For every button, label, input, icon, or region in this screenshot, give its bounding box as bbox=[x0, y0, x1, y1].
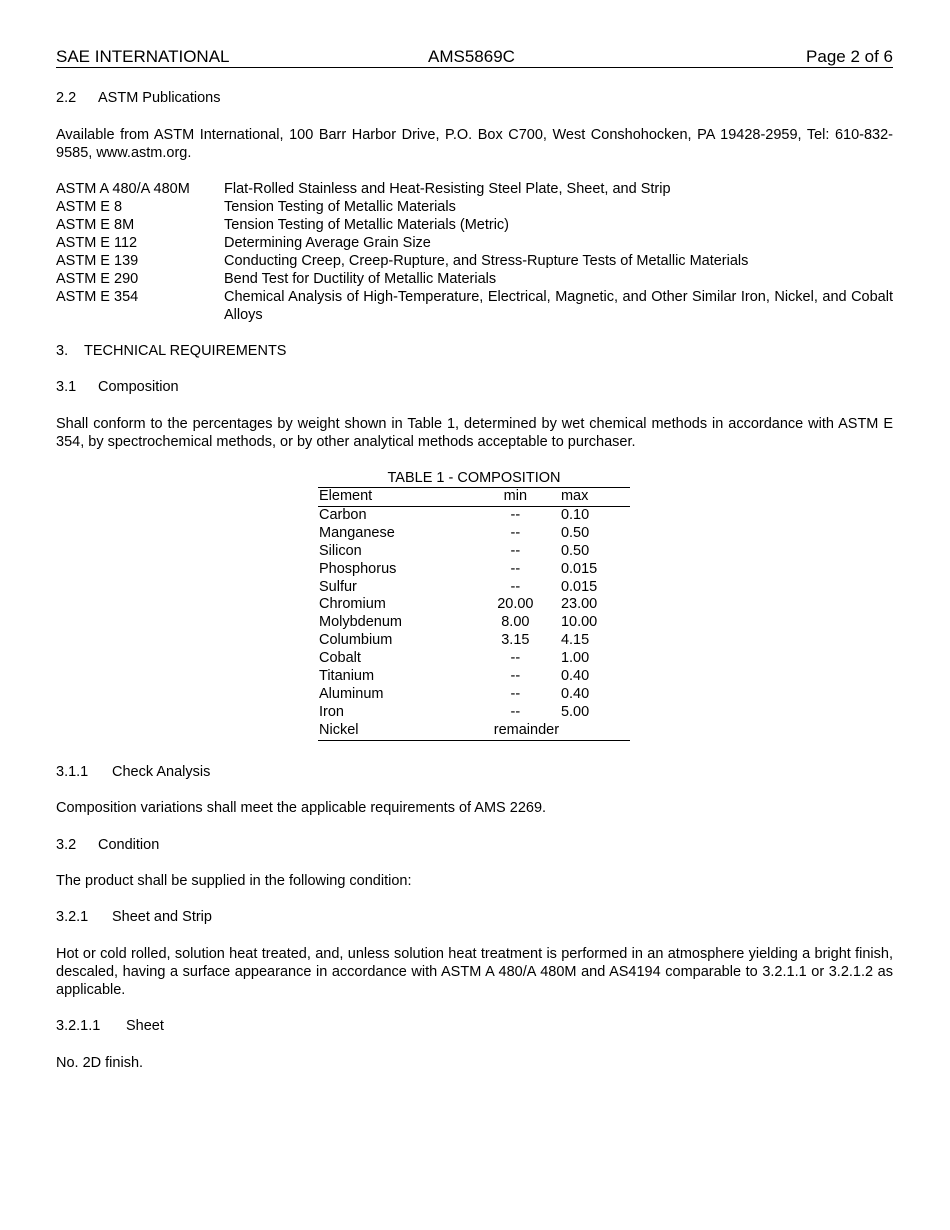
reference-title: Conducting Creep, Creep-Rupture, and Stress-Rupture Tests of Metallic Materials bbox=[224, 253, 749, 269]
cell-max: 0.50 bbox=[560, 542, 590, 559]
cell-max: 4.15 bbox=[560, 632, 590, 649]
reference-title: Tension Testing of Metallic Materials (Metric) bbox=[224, 217, 509, 233]
cell-max: 23.00 bbox=[560, 596, 598, 613]
header-org: SAE INTERNATIONAL bbox=[56, 47, 230, 66]
section-3-2-heading: 3.2 Condition bbox=[56, 837, 160, 853]
reference-row bbox=[56, 180, 893, 198]
table-row bbox=[318, 722, 630, 740]
cell-element: Phosphorus bbox=[319, 560, 397, 577]
cell-min: -- bbox=[510, 685, 521, 702]
cell-min: -- bbox=[510, 668, 521, 685]
cell-element: Cobalt bbox=[319, 650, 361, 667]
reference-code: ASTM E 139 bbox=[56, 253, 139, 269]
cell-element: Nickel bbox=[319, 721, 359, 738]
table-row bbox=[318, 525, 630, 543]
composition-table bbox=[318, 469, 630, 741]
col-element: Element bbox=[319, 488, 373, 504]
page-header bbox=[56, 45, 893, 68]
reference-row bbox=[56, 270, 893, 288]
cell-max: 5.00 bbox=[560, 703, 590, 720]
table-row bbox=[318, 579, 630, 597]
header-page-number: Page 2 of 6 bbox=[806, 47, 893, 66]
table-row bbox=[318, 650, 630, 668]
reference-code: ASTM E 112 bbox=[56, 235, 138, 251]
sheet-strip-paragraph: Hot or cold rolled, solution heat treated, and, unless solution heat treatment is performed in an atmosphere yielding a bright finish, descaled, having a surface appearance in accordance with ASTM A 480/A 480M and AS4194 comparable to 3.2.1.1 or 3.2.1.2 as applicable. bbox=[56, 946, 893, 998]
cell-max: 0.40 bbox=[560, 668, 590, 685]
cell-min: -- bbox=[510, 650, 521, 667]
cell-max: 1.00 bbox=[560, 650, 590, 667]
sheet-paragraph: No. 2D finish. bbox=[56, 1055, 144, 1071]
cell-max: 0.50 bbox=[560, 524, 590, 541]
cell-max: 0.015 bbox=[560, 578, 598, 595]
reference-code: ASTM E 354 bbox=[56, 289, 139, 305]
reference-code: ASTM E 290 bbox=[56, 271, 139, 287]
reference-title: Chemical Analysis of High-Temperature, Electrical, Magnetic, and Other Similar Iron, Nickel, and Cobalt Alloys bbox=[224, 289, 893, 323]
reference-code: ASTM E 8 bbox=[56, 199, 123, 215]
composition-paragraph: Shall conform to the percentages by weight shown in Table 1, determined by wet chemical methods in accordance with ASTM E 354, by spectrochemical methods, or by other analytical methods acceptable to purchaser. bbox=[56, 416, 893, 450]
table-row bbox=[318, 686, 630, 704]
section-3-2-1-heading: 3.2.1 Sheet and Strip bbox=[56, 909, 212, 925]
reference-code: ASTM A 480/A 480M bbox=[56, 181, 190, 197]
reference-code: ASTM E 8M bbox=[56, 217, 135, 233]
check-analysis-paragraph: Composition variations shall meet the applicable requirements of AMS 2269. bbox=[56, 800, 547, 816]
header-doc-number: AMS5869C bbox=[428, 47, 515, 66]
cell-element: Silicon bbox=[319, 542, 362, 559]
cell-element: Sulfur bbox=[319, 578, 357, 595]
cell-element: Titanium bbox=[319, 668, 375, 685]
section-3-1-1-heading: 3.1.1 Check Analysis bbox=[56, 764, 211, 780]
cell-min: -- bbox=[510, 542, 521, 559]
table-row bbox=[318, 596, 630, 614]
table-row bbox=[318, 506, 630, 524]
table-row bbox=[318, 704, 630, 722]
section-3-heading: 3. TECHNICAL REQUIREMENTS bbox=[56, 343, 287, 359]
cell-min: -- bbox=[510, 506, 521, 523]
cell-element: Molybdenum bbox=[319, 614, 403, 631]
reference-title: Tension Testing of Metallic Materials bbox=[224, 199, 456, 215]
cell-min: -- bbox=[510, 578, 521, 595]
astm-availability: Available from ASTM International, 100 Barr Harbor Drive, P.O. Box C700, West Conshohocken, PA 19428-2959, Tel: 610-832-9585, www.astm.org. bbox=[56, 127, 893, 161]
section-3-1-heading: 3.1 Composition bbox=[56, 379, 179, 395]
table-title: TABLE 1 - COMPOSITION bbox=[387, 470, 561, 486]
cell-max: 10.00 bbox=[560, 614, 598, 631]
reference-row bbox=[56, 288, 893, 324]
cell-min: 3.15 bbox=[501, 632, 530, 649]
section-2-2-heading: 2.2 ASTM Publications bbox=[56, 90, 221, 106]
cell-max: 0.40 bbox=[560, 685, 590, 702]
reference-row bbox=[56, 216, 893, 234]
reference-row bbox=[56, 234, 893, 252]
reference-row bbox=[56, 198, 893, 216]
col-max: max bbox=[560, 488, 589, 504]
table-header-row bbox=[318, 488, 630, 507]
reference-title: Determining Average Grain Size bbox=[224, 235, 431, 251]
cell-min: -- bbox=[510, 703, 521, 720]
reference-title: Flat-Rolled Stainless and Heat-Resisting Steel Plate, Sheet, and Strip bbox=[224, 181, 671, 197]
cell-max: 0.10 bbox=[560, 506, 590, 523]
cell-max: 0.015 bbox=[560, 560, 598, 577]
cell-element: Iron bbox=[319, 703, 344, 720]
reference-row bbox=[56, 252, 893, 270]
cell-element: Carbon bbox=[319, 506, 367, 523]
reference-title: Bend Test for Ductility of Metallic Materials bbox=[224, 271, 497, 287]
cell-min: -- bbox=[510, 560, 521, 577]
table-row bbox=[318, 632, 630, 650]
cell-element: Chromium bbox=[319, 596, 386, 613]
cell-min: -- bbox=[510, 524, 521, 541]
table-row bbox=[318, 668, 630, 686]
condition-paragraph: The product shall be supplied in the following condition: bbox=[56, 873, 412, 889]
table-row bbox=[318, 561, 630, 579]
cell-element: Aluminum bbox=[319, 685, 384, 702]
cell-element: Manganese bbox=[319, 524, 395, 541]
cell-element: Columbium bbox=[319, 632, 393, 649]
cell-min: 20.00 bbox=[497, 596, 534, 613]
document-page bbox=[56, 0, 893, 1071]
astm-reference-list bbox=[56, 180, 893, 324]
table-row bbox=[318, 614, 630, 632]
cell-min: 8.00 bbox=[501, 614, 530, 631]
col-min: min bbox=[503, 488, 528, 504]
cell-remainder: remainder bbox=[493, 721, 560, 738]
section-3-2-1-1-heading: 3.2.1.1 Sheet bbox=[56, 1018, 164, 1034]
table-row bbox=[318, 543, 630, 561]
